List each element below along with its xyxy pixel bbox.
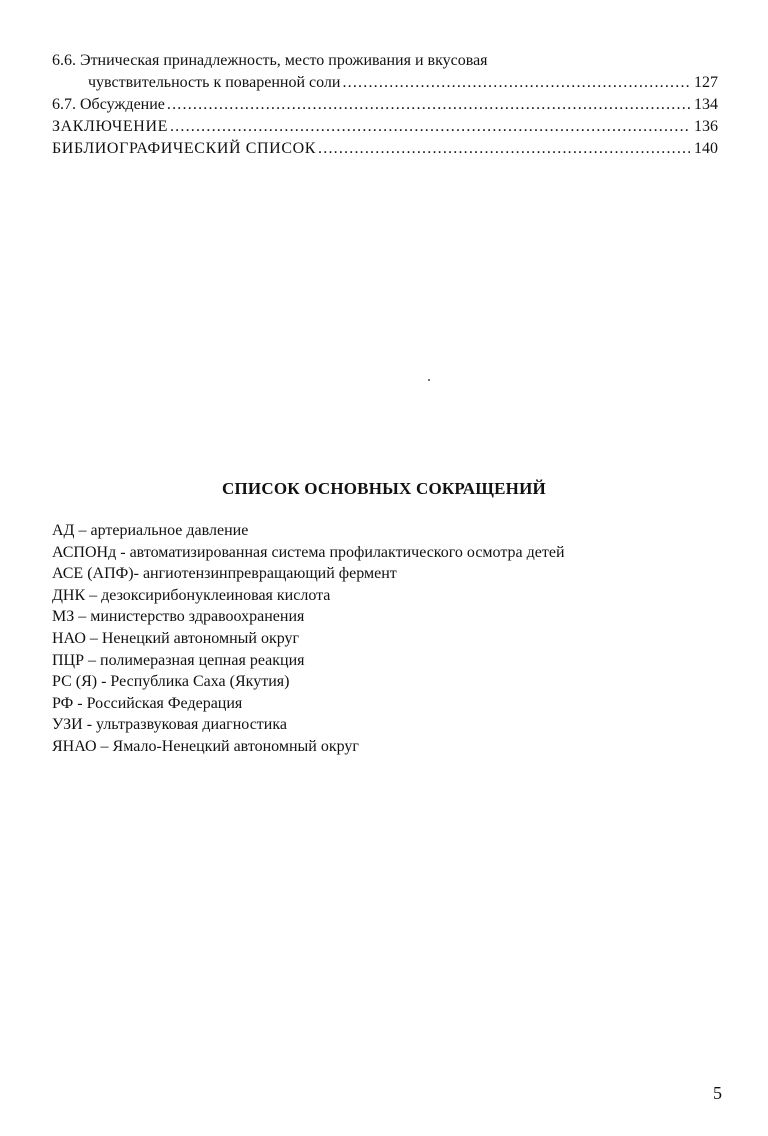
toc-entry-label: 6.7. Обсуждение xyxy=(52,96,165,113)
abbreviations-title: СПИСОК ОСНОВНЫХ СОКРАЩЕНИЙ xyxy=(222,479,546,498)
toc-entry-label: чувствительность к поваренной соли xyxy=(88,74,341,91)
toc-page-number: 140 xyxy=(694,140,718,157)
abbreviations-list xyxy=(52,520,732,758)
toc-leader-dots xyxy=(167,94,690,116)
toc-entry-text: 6.6. Этническая принадлежность, место проживания и вкусовая xyxy=(52,52,488,69)
toc-entry-conclusion xyxy=(52,116,718,138)
abbreviation-item: АД – артериальное давление xyxy=(52,522,249,539)
toc-leader-dots xyxy=(170,116,690,138)
toc-page-number: 136 xyxy=(694,118,718,135)
toc-entry-label: ЗАКЛЮЧЕНИЕ xyxy=(52,118,168,135)
table-of-contents xyxy=(52,50,718,160)
toc-leader-dots xyxy=(318,138,690,160)
toc-page-number: 134 xyxy=(694,96,718,113)
abbreviation-item: РФ - Российская Федерация xyxy=(52,694,243,712)
abbreviation-item: РС (Я) - Республика Саха (Якутия) xyxy=(52,673,290,691)
abbreviation-item: ДНК – дезоксирибонуклеиновая кислота xyxy=(52,586,331,604)
scan-speck xyxy=(428,379,430,381)
abbreviation-item: ЯНАО – Ямало-Ненецкий автономный округ xyxy=(52,737,359,755)
abbreviation-item: АСЕ (АПФ)- ангиотензинпревращающий фермент xyxy=(52,565,397,583)
toc-entry-6-6 xyxy=(52,72,718,94)
toc-entry-bibliography xyxy=(52,138,718,160)
toc-entry-6-6-first-line xyxy=(52,50,718,72)
abbreviation-item: ПЦР – полимеразная цепная реакция xyxy=(52,651,305,669)
abbreviation-item: АСПОНд - автоматизированная система профилактического осмотра детей xyxy=(52,543,565,561)
abbreviation-item: МЗ – министерство здравоохранения xyxy=(52,608,305,626)
abbreviation-item: УЗИ - ультразвуковая диагностика xyxy=(52,716,287,734)
page-number: 5 xyxy=(713,1083,722,1103)
toc-leader-dots xyxy=(342,72,690,94)
toc-entry-6-7 xyxy=(52,94,718,116)
abbreviation-item: НАО – Ненецкий автономный округ xyxy=(52,629,300,647)
toc-page-number: 127 xyxy=(694,74,718,91)
toc-entry-label: БИБЛИОГРАФИЧЕСКИЙ СПИСОК xyxy=(52,140,317,157)
